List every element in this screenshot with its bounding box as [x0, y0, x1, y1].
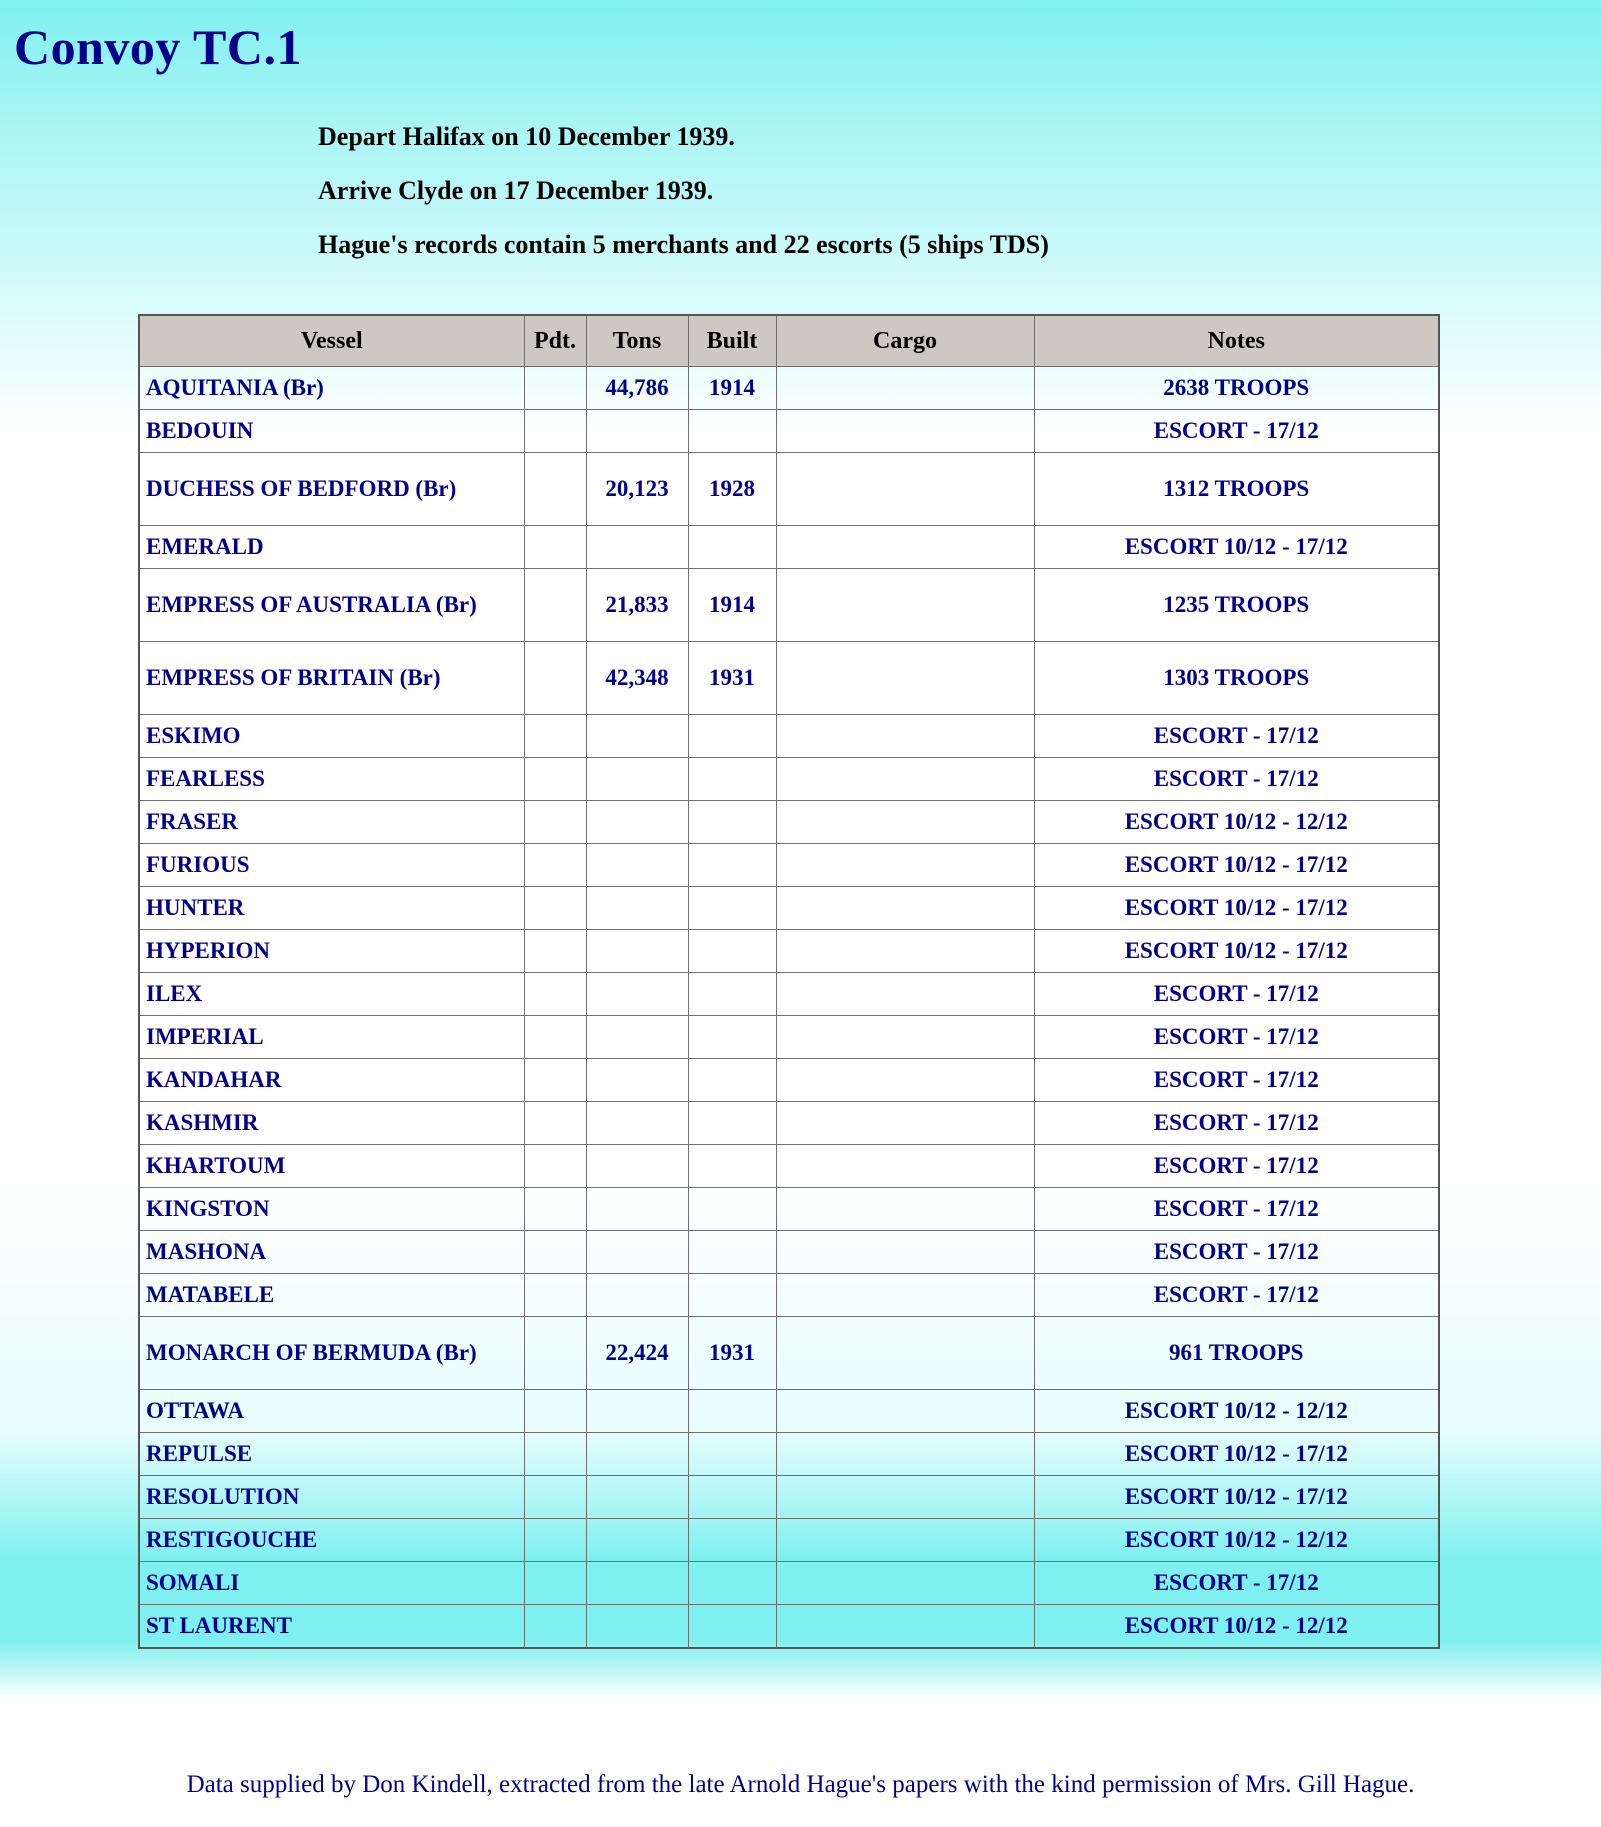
cell-pdt [524, 367, 586, 410]
cell-built [688, 715, 776, 758]
cell-vessel: ESKIMO [139, 715, 524, 758]
cell-cargo [776, 1274, 1034, 1317]
summary-line-depart: Depart Halifax on 10 December 1939. [318, 122, 735, 151]
cell-cargo [776, 930, 1034, 973]
cell-pdt [524, 758, 586, 801]
table-row [139, 526, 1439, 569]
column-header-built: Built [688, 315, 776, 367]
cell-vessel: EMPRESS OF AUSTRALIA (Br) [139, 569, 524, 642]
cell-built [688, 1016, 776, 1059]
cell-pdt [524, 1016, 586, 1059]
cell-tons [586, 1390, 688, 1433]
cell-vessel: AQUITANIA (Br) [139, 367, 524, 410]
table-row [139, 367, 1439, 410]
cell-tons [586, 1016, 688, 1059]
cell-pdt [524, 526, 586, 569]
cell-pdt [524, 1188, 586, 1231]
cell-notes: ESCORT 10/12 - 12/12 [1034, 1519, 1439, 1562]
cell-cargo [776, 973, 1034, 1016]
cell-built [688, 844, 776, 887]
cell-cargo [776, 1519, 1034, 1562]
summary-line-arrive: Arrive Clyde on 17 December 1939. [318, 176, 714, 205]
cell-notes: ESCORT 10/12 - 17/12 [1034, 930, 1439, 973]
cell-cargo [776, 1433, 1034, 1476]
cell-notes: ESCORT - 17/12 [1034, 758, 1439, 801]
table-row [139, 1231, 1439, 1274]
cell-vessel: MASHONA [139, 1231, 524, 1274]
cell-cargo [776, 642, 1034, 715]
cell-tons [586, 1476, 688, 1519]
cell-cargo [776, 1317, 1034, 1390]
cell-built [688, 973, 776, 1016]
cell-built [688, 1231, 776, 1274]
table-row [139, 1102, 1439, 1145]
cell-cargo [776, 887, 1034, 930]
table-header-row [139, 315, 1439, 367]
cell-tons [586, 410, 688, 453]
column-header-cargo: Cargo [776, 315, 1034, 367]
cell-built: 1931 [688, 1317, 776, 1390]
cell-notes: ESCORT 10/12 - 12/12 [1034, 1605, 1439, 1649]
cell-cargo [776, 526, 1034, 569]
table-row [139, 758, 1439, 801]
page-footer: Data supplied by Don Kindell, extracted from the late Arnold Hague's papers with the kind permission of Mrs. Gill Hague. [186, 1771, 1415, 1798]
cell-tons [586, 844, 688, 887]
cell-notes: 961 TROOPS [1034, 1317, 1439, 1390]
cell-tons [586, 1433, 688, 1476]
cell-pdt [524, 1519, 586, 1562]
table-row [139, 887, 1439, 930]
cell-vessel: MONARCH OF BERMUDA (Br) [139, 1317, 524, 1390]
table-row [139, 801, 1439, 844]
cell-notes: ESCORT - 17/12 [1034, 973, 1439, 1016]
cell-vessel: IMPERIAL [139, 1016, 524, 1059]
cell-pdt [524, 410, 586, 453]
cell-notes: ESCORT - 17/12 [1034, 410, 1439, 453]
cell-notes: ESCORT - 17/12 [1034, 1102, 1439, 1145]
cell-pdt [524, 1145, 586, 1188]
cell-built: 1928 [688, 453, 776, 526]
cell-built [688, 1605, 776, 1649]
cell-tons: 42,348 [586, 642, 688, 715]
cell-notes: 2638 TROOPS [1034, 367, 1439, 410]
cell-cargo [776, 758, 1034, 801]
cell-pdt [524, 1605, 586, 1649]
cell-tons [586, 801, 688, 844]
cell-cargo [776, 1059, 1034, 1102]
cell-notes: ESCORT 10/12 - 17/12 [1034, 1476, 1439, 1519]
cell-vessel: ILEX [139, 973, 524, 1016]
cell-notes: ESCORT - 17/12 [1034, 715, 1439, 758]
cell-tons: 44,786 [586, 367, 688, 410]
cell-tons [586, 526, 688, 569]
cell-notes: ESCORT - 17/12 [1034, 1231, 1439, 1274]
convoy-table-container [0, 314, 1601, 1649]
cell-notes: 1235 TROOPS [1034, 569, 1439, 642]
cell-cargo [776, 1476, 1034, 1519]
cell-pdt [524, 930, 586, 973]
cell-vessel: KHARTOUM [139, 1145, 524, 1188]
cell-tons [586, 1059, 688, 1102]
table-row [139, 1519, 1439, 1562]
cell-vessel: FEARLESS [139, 758, 524, 801]
cell-notes: ESCORT - 17/12 [1034, 1274, 1439, 1317]
cell-pdt [524, 1317, 586, 1390]
cell-pdt [524, 715, 586, 758]
summary-line-records: Hague's records contain 5 merchants and 22 escorts (5 ships TDS) [318, 230, 1049, 259]
cell-cargo [776, 1390, 1034, 1433]
table-row [139, 1390, 1439, 1433]
column-header-pdt: Pdt. [524, 315, 586, 367]
cell-cargo [776, 367, 1034, 410]
cell-tons [586, 973, 688, 1016]
cell-vessel: FRASER [139, 801, 524, 844]
cell-built [688, 1519, 776, 1562]
cell-tons: 21,833 [586, 569, 688, 642]
cell-tons [586, 1102, 688, 1145]
cell-pdt [524, 569, 586, 642]
cell-built [688, 930, 776, 973]
cell-pdt [524, 453, 586, 526]
cell-notes: ESCORT - 17/12 [1034, 1145, 1439, 1188]
cell-built [688, 1102, 776, 1145]
cell-pdt [524, 1562, 586, 1605]
cell-built [688, 887, 776, 930]
cell-pdt [524, 973, 586, 1016]
cell-cargo [776, 715, 1034, 758]
cell-pdt [524, 887, 586, 930]
cell-notes: ESCORT 10/12 - 17/12 [1034, 887, 1439, 930]
cell-notes: ESCORT - 17/12 [1034, 1562, 1439, 1605]
cell-tons: 22,424 [586, 1317, 688, 1390]
cell-vessel: KASHMIR [139, 1102, 524, 1145]
cell-notes: ESCORT 10/12 - 17/12 [1034, 526, 1439, 569]
table-row [139, 1188, 1439, 1231]
cell-notes: ESCORT - 17/12 [1034, 1188, 1439, 1231]
cell-notes: ESCORT - 17/12 [1034, 1016, 1439, 1059]
cell-cargo [776, 1605, 1034, 1649]
cell-notes: 1312 TROOPS [1034, 453, 1439, 526]
cell-pdt [524, 801, 586, 844]
cell-notes: ESCORT 10/12 - 12/12 [1034, 801, 1439, 844]
cell-built [688, 410, 776, 453]
cell-pdt [524, 844, 586, 887]
cell-vessel: BEDOUIN [139, 410, 524, 453]
cell-vessel: OTTAWA [139, 1390, 524, 1433]
cell-built [688, 1476, 776, 1519]
cell-tons [586, 758, 688, 801]
cell-tons [586, 715, 688, 758]
cell-built [688, 1188, 776, 1231]
cell-cargo [776, 1188, 1034, 1231]
cell-pdt [524, 1059, 586, 1102]
cell-tons: 20,123 [586, 453, 688, 526]
cell-vessel: HYPERION [139, 930, 524, 973]
cell-vessel: SOMALI [139, 1562, 524, 1605]
cell-built [688, 526, 776, 569]
cell-built [688, 1274, 776, 1317]
cell-cargo [776, 1102, 1034, 1145]
cell-cargo [776, 1562, 1034, 1605]
cell-built [688, 1145, 776, 1188]
table-row [139, 1016, 1439, 1059]
cell-tons [586, 1274, 688, 1317]
table-row [139, 410, 1439, 453]
cell-tons [586, 887, 688, 930]
cell-vessel: REPULSE [139, 1433, 524, 1476]
cell-vessel: HUNTER [139, 887, 524, 930]
cell-vessel: DUCHESS OF BEDFORD (Br) [139, 453, 524, 526]
table-row [139, 453, 1439, 526]
cell-vessel: KANDAHAR [139, 1059, 524, 1102]
table-row [139, 1274, 1439, 1317]
cell-cargo [776, 410, 1034, 453]
table-row [139, 844, 1439, 887]
table-row [139, 1605, 1439, 1649]
cell-vessel: KINGSTON [139, 1188, 524, 1231]
cell-pdt [524, 642, 586, 715]
table-row [139, 930, 1439, 973]
table-row [139, 569, 1439, 642]
column-header-tons: Tons [586, 315, 688, 367]
cell-pdt [524, 1231, 586, 1274]
cell-vessel: MATABELE [139, 1274, 524, 1317]
table-row [139, 642, 1439, 715]
table-row [139, 715, 1439, 758]
table-row [139, 1145, 1439, 1188]
cell-vessel: RESTIGOUCHE [139, 1519, 524, 1562]
cell-built: 1931 [688, 642, 776, 715]
cell-vessel: EMPRESS OF BRITAIN (Br) [139, 642, 524, 715]
cell-built: 1914 [688, 569, 776, 642]
column-header-notes: Notes [1034, 315, 1439, 367]
table-row [139, 1317, 1439, 1390]
cell-vessel: FURIOUS [139, 844, 524, 887]
cell-notes: ESCORT - 17/12 [1034, 1059, 1439, 1102]
cell-pdt [524, 1102, 586, 1145]
cell-pdt [524, 1433, 586, 1476]
cell-notes: ESCORT 10/12 - 12/12 [1034, 1390, 1439, 1433]
cell-cargo [776, 1231, 1034, 1274]
table-row [139, 973, 1439, 1016]
table-row [139, 1562, 1439, 1605]
column-header-vessel: Vessel [139, 315, 524, 367]
cell-built [688, 1390, 776, 1433]
cell-built [688, 1433, 776, 1476]
cell-vessel: RESOLUTION [139, 1476, 524, 1519]
convoy-table [138, 314, 1440, 1649]
cell-cargo [776, 569, 1034, 642]
cell-tons [586, 1188, 688, 1231]
cell-cargo [776, 1145, 1034, 1188]
cell-built [688, 801, 776, 844]
cell-pdt [524, 1476, 586, 1519]
cell-cargo [776, 801, 1034, 844]
cell-notes: ESCORT 10/12 - 17/12 [1034, 844, 1439, 887]
page-title: Convoy TC.1 [14, 19, 302, 75]
cell-notes: ESCORT 10/12 - 17/12 [1034, 1433, 1439, 1476]
cell-tons [586, 1145, 688, 1188]
table-row [139, 1059, 1439, 1102]
cell-pdt [524, 1390, 586, 1433]
cell-tons [586, 1519, 688, 1562]
table-row [139, 1433, 1439, 1476]
cell-built: 1914 [688, 367, 776, 410]
cell-tons [586, 1605, 688, 1649]
cell-tons [586, 1562, 688, 1605]
convoy-summary [0, 110, 1601, 272]
table-body [139, 367, 1439, 1649]
cell-pdt [524, 1274, 586, 1317]
cell-cargo [776, 1016, 1034, 1059]
cell-built [688, 758, 776, 801]
cell-tons [586, 1231, 688, 1274]
cell-built [688, 1059, 776, 1102]
cell-notes: 1303 TROOPS [1034, 642, 1439, 715]
cell-vessel: ST LAURENT [139, 1605, 524, 1649]
cell-cargo [776, 844, 1034, 887]
cell-tons [586, 930, 688, 973]
cell-built [688, 1562, 776, 1605]
table-row [139, 1476, 1439, 1519]
cell-cargo [776, 453, 1034, 526]
cell-vessel: EMERALD [139, 526, 524, 569]
